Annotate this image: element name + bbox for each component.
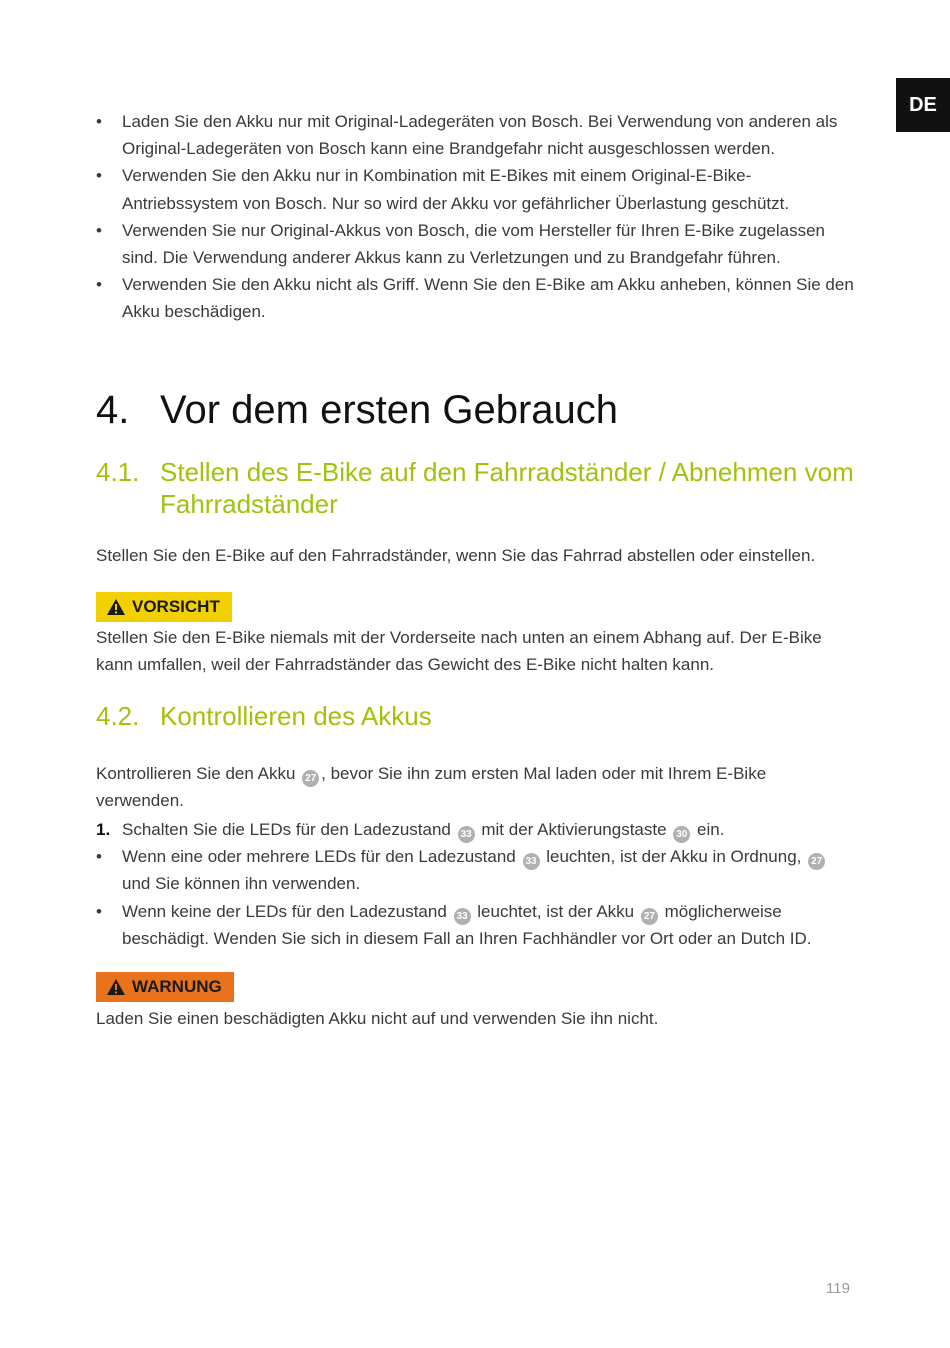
text-segment: Wenn keine der LEDs für den Ladezustand xyxy=(122,901,447,921)
bullet-text: Verwenden Sie den Akku nur in Kombination mit E-Bikes mit einem Original-E-Bike-Antriebssystem von Bosch. Nur so wird der Akku vor gefährlicher Überlastung geschützt. xyxy=(122,166,790,213)
paragraph: Stellen Sie den E-Bike auf den Fahrradständer, wenn Sie das Fahrrad abstellen oder einstellen. xyxy=(96,546,816,565)
text-segment: Kontrollieren Sie den Akku xyxy=(96,764,296,783)
section-heading-4 xyxy=(96,388,618,433)
list-item xyxy=(96,217,856,271)
list-item xyxy=(96,271,856,325)
text-segment: und Sie können ihn verwenden. xyxy=(122,874,361,894)
warning-triangle-icon xyxy=(106,978,126,996)
step-item xyxy=(96,816,856,843)
caution-badge xyxy=(96,592,232,622)
caution-label: VORSICHT xyxy=(132,597,220,616)
text-segment: leuchten, ist der Akku in Ordnung, xyxy=(546,847,802,867)
bullet-text: Verwenden Sie nur Original-Akkus von Bosch, die vom Hersteller für Ihren E-Bike zugelassen sind. Die Verwendung anderer Akkus kann zu Verletzungen und zu Brandgefahr führen. xyxy=(122,220,826,268)
text-segment: mit der Aktivierungstaste xyxy=(481,820,667,839)
list-item xyxy=(96,843,856,897)
text-segment: ein. xyxy=(697,820,725,839)
bullet-marker: • xyxy=(96,112,102,131)
component-ref-badge: 30 xyxy=(673,826,690,843)
warning-triangle-icon xyxy=(106,598,126,616)
paragraph xyxy=(96,760,856,814)
bullet-text: Verwenden Sie den Akku nicht als Griff. Wenn Sie den E-Bike am Akku anheben, können Sie den Akku beschädigen. xyxy=(122,275,854,322)
bullet-marker: • xyxy=(96,220,102,240)
bullet-marker: • xyxy=(96,847,102,867)
warning-badge xyxy=(96,972,234,1002)
page-number: 119 xyxy=(826,1280,850,1297)
list-item xyxy=(96,108,856,162)
text-segment: , bevor Sie ihn zum ersten Mal laden oder mit Ihrem E-Bike verwenden. xyxy=(96,764,767,811)
warning-label: WARNUNG xyxy=(132,977,222,996)
section-title: Vor dem ersten Gebrauch xyxy=(160,388,619,432)
subsection-title: Kontrollieren des Akkus xyxy=(160,701,432,731)
subsection-heading-4-2 xyxy=(96,700,860,732)
intro-bullet-list xyxy=(96,108,856,326)
caution-text: Stellen Sie den E-Bike niemals mit der Vorderseite nach unten an einem Abhang auf. Der E-Bike kann umfallen, weil der Fahrradständer das Gewicht des E-Bike nicht halten kann. xyxy=(96,628,822,675)
step-number: 1. xyxy=(96,820,111,839)
text-segment: Wenn eine oder mehrere LEDs für den Ladezustand xyxy=(122,847,516,867)
subsection-number: 4.1. xyxy=(96,457,140,487)
component-ref-badge: 27 xyxy=(302,770,319,787)
text-segment: leuchtet, ist der Akku xyxy=(477,901,635,921)
language-tab: DE xyxy=(896,78,950,132)
bullet-marker: • xyxy=(96,275,102,295)
subsection-title: Stellen des E-Bike auf den Fahrradständer / Abnehmen vom Fahrradständer xyxy=(160,457,854,519)
component-ref-badge: 33 xyxy=(523,853,540,870)
procedure-list xyxy=(96,816,856,952)
warning-text: Laden Sie einen beschädigten Akku nicht auf und verwenden Sie ihn nicht. xyxy=(96,1009,659,1028)
bullet-marker: • xyxy=(96,166,102,186)
component-ref-badge: 33 xyxy=(458,826,475,843)
bullet-text: Laden Sie den Akku nur mit Original-Ladegeräten von Bosch. Bei Verwendung von anderen als Original-Ladegeräten von Bosch kann eine Brandgefahr nicht ausgeschlossen werden. xyxy=(122,112,838,159)
section-number: 4. xyxy=(96,388,130,432)
component-ref-badge: 27 xyxy=(641,908,658,925)
list-item xyxy=(96,898,856,952)
list-item xyxy=(96,162,856,216)
component-ref-badge: 27 xyxy=(808,853,825,870)
subsection-number: 4.2. xyxy=(96,701,140,731)
component-ref-badge: 33 xyxy=(454,908,471,925)
subsection-heading-4-1 xyxy=(96,456,860,520)
text-segment: möglicherweise beschädigt. Wenden Sie sich in diesem Fall an Ihren Fachhändler vor Ort oder an Dutch ID. xyxy=(122,901,812,948)
text-segment: Schalten Sie die LEDs für den Ladezustand xyxy=(122,820,451,839)
bullet-marker: • xyxy=(96,901,102,921)
